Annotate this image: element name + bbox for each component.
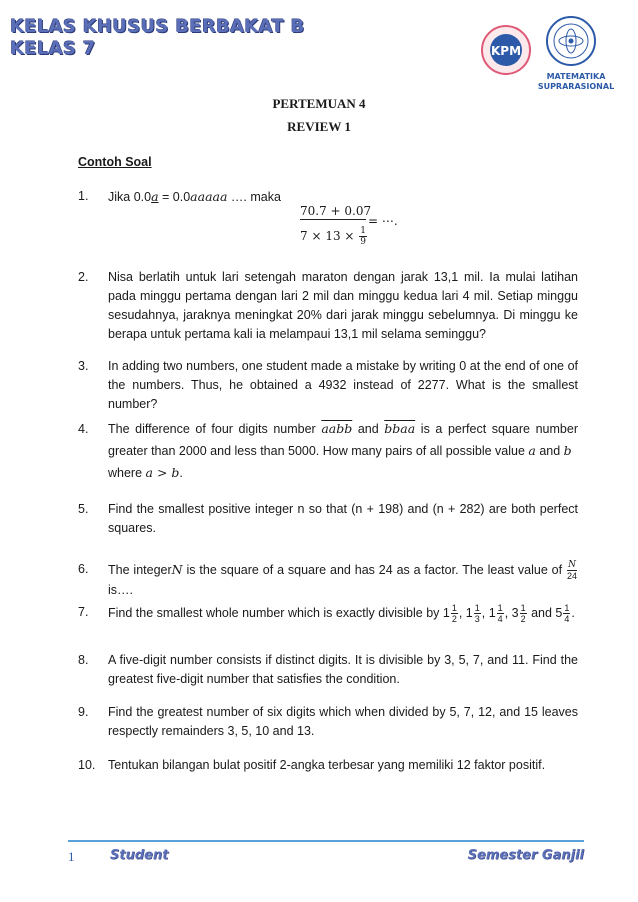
problem-text: and xyxy=(352,422,385,436)
problem-text: is the square of a square and has 24 as a factor. The least value of xyxy=(182,563,566,577)
small-fraction xyxy=(497,603,504,624)
small-frac-den: 2 xyxy=(520,614,526,624)
small-frac-den: 4 xyxy=(497,614,503,624)
kpm-logo xyxy=(476,24,536,76)
page-subtitle: REVIEW 1 xyxy=(287,119,351,134)
footer-left-label: Student xyxy=(110,848,169,863)
fraction-equals: = ⋯. xyxy=(368,214,398,228)
problem-text: Nisa berlatih untuk lari setengah maraton dengan jarak 13,1 mil. Ia mulai latihan pada minggu pertama dengan lari 2 mil dan minggu kedua lari 4 mil. Setiap minggu sesudahnya, jaraknya meningkat 20% dari jarak minggu sebelumnya. Di minggu ke berapa untuk pertama kali ia melampaui 13,1 mil selama seminggu? xyxy=(108,270,578,341)
small-frac-num: N xyxy=(568,560,576,571)
mixed-whole: 3 xyxy=(511,605,519,620)
problem-10 xyxy=(78,756,578,775)
problem-text: and xyxy=(535,444,564,458)
problem-2 xyxy=(78,268,578,344)
problem-text: Tentukan bilangan bulat positif 2-angka terbesar yang memiliki 12 faktor positif. xyxy=(108,758,546,772)
mixed-whole: 1 xyxy=(488,605,496,620)
problem-text: …. maka xyxy=(227,190,281,204)
small-frac-num: 1 xyxy=(474,603,480,613)
problem-6 xyxy=(78,560,578,600)
problem-number: 9. xyxy=(78,705,89,719)
small-frac-den: 24 xyxy=(567,571,578,582)
problem-text: . xyxy=(571,605,575,620)
small-frac-den: 9 xyxy=(360,237,367,247)
problem-4 xyxy=(78,418,578,484)
header-title-line2: KELAS 7 xyxy=(10,38,96,59)
page-title: PERTEMUAN 4 xyxy=(272,96,366,111)
section-heading: Contoh Soal xyxy=(78,155,152,169)
problem-number: 4. xyxy=(78,422,89,436)
problem-text: The difference of four digits number xyxy=(108,422,322,436)
math-condition: a > b xyxy=(145,465,180,480)
math-var: N xyxy=(171,562,183,577)
problem-3 xyxy=(78,357,578,414)
small-frac-num: 1 xyxy=(360,226,367,236)
problem-number: 6. xyxy=(78,562,89,576)
problem-text: and xyxy=(527,605,556,620)
mixed-whole: 5 xyxy=(555,605,563,620)
footer-divider xyxy=(68,840,584,842)
problem-5 xyxy=(78,500,578,538)
problem-number: 8. xyxy=(78,653,89,667)
problem-text: Jika 0.0 xyxy=(108,190,152,204)
problem-number: 1. xyxy=(78,189,89,203)
header-title-line1: KELAS KHUSUS BERBAKAT B xyxy=(10,16,305,37)
problem-text: is a perfect square number greater than 2000 and less than 5000. How many pairs of all possible value xyxy=(108,422,578,458)
problem-text: Find the smallest positive integer n so that (n + 198) and (n + 282) are both perfect squares. xyxy=(108,502,578,535)
small-frac-den: 3 xyxy=(474,614,480,624)
small-frac-den: 2 xyxy=(451,614,457,624)
small-fraction xyxy=(474,603,481,624)
problem-text: In adding two numbers, one student made a mistake by writing 0 at the end of one of the numbers. Thus, he obtained a 4932 instead of 2277. What is the smallest number? xyxy=(108,359,578,411)
small-frac-num: 1 xyxy=(497,603,503,613)
denominator-text: 7 × 13 × xyxy=(300,229,359,243)
problem-number: 5. xyxy=(78,502,89,516)
math-overline: aabb xyxy=(321,421,353,436)
problem-text: . xyxy=(179,466,183,480)
math-var: aaaaa xyxy=(190,189,228,204)
problem-number: 7. xyxy=(78,605,89,619)
problem-8 xyxy=(78,651,578,689)
problem-number: 3. xyxy=(78,359,89,373)
small-fraction xyxy=(563,603,570,624)
problem-text: Find the greatest number of six digits which when divided by 5, 7, 12, and 15 leaves respectly remainders 3, 5, 10 and 13. xyxy=(108,705,578,738)
problem-text: The integer xyxy=(108,563,172,577)
kpm-logo-text: KPM xyxy=(490,44,522,58)
logo-caption-2: SUPRARASIONAL xyxy=(537,82,615,91)
math-var: b xyxy=(563,443,572,458)
problem-text: where xyxy=(108,466,146,480)
small-frac-den: 4 xyxy=(564,614,570,624)
footer-right-label: Semester Ganjil xyxy=(467,848,584,863)
small-fraction xyxy=(359,226,367,247)
mixed-whole: 1 xyxy=(465,605,473,620)
fraction-denominator xyxy=(300,226,368,247)
problem-text: Find the smallest whole number which is exactly divisible by xyxy=(108,605,443,620)
problem-text: A five-digit number consists if distinct digits. It is divisible by 3, 5, 7, and 11. Find the greatest five-digit number that satisfies the condition. xyxy=(108,653,578,686)
problem-7: 7. Find the smallest whole number which is exactly divisible by 1 $\frac{1}{2}$ , 1 $\frac{1}{3}$ , 1 $\frac{1}{4}$ , 3 $\frac{1}{2}$ and 5 $\frac{1}{4}$ . xyxy=(78,603,575,624)
mixed-whole: 1 xyxy=(442,605,450,620)
small-frac-num: 1 xyxy=(451,603,457,613)
logo-caption-1: MATEMATIKA xyxy=(546,72,606,81)
small-frac-num: 1 xyxy=(564,603,570,613)
problem-number: 2. xyxy=(78,270,89,284)
small-fraction xyxy=(567,560,577,581)
problem-9 xyxy=(78,703,578,741)
small-fraction xyxy=(451,603,458,624)
math-var: a xyxy=(151,189,159,204)
math-var: a xyxy=(528,443,536,458)
page-number: 1 xyxy=(68,849,75,864)
problem-text: = 0.0 xyxy=(158,190,191,204)
small-frac-num: 1 xyxy=(520,603,526,613)
small-fraction xyxy=(520,603,527,624)
problem-text: is…. xyxy=(108,583,133,598)
math-overline: bbaa xyxy=(384,421,416,436)
problem-number: 10. xyxy=(78,758,96,772)
fraction-numerator: 70.7 + 0.07 xyxy=(300,204,372,218)
university-logo xyxy=(544,14,598,68)
